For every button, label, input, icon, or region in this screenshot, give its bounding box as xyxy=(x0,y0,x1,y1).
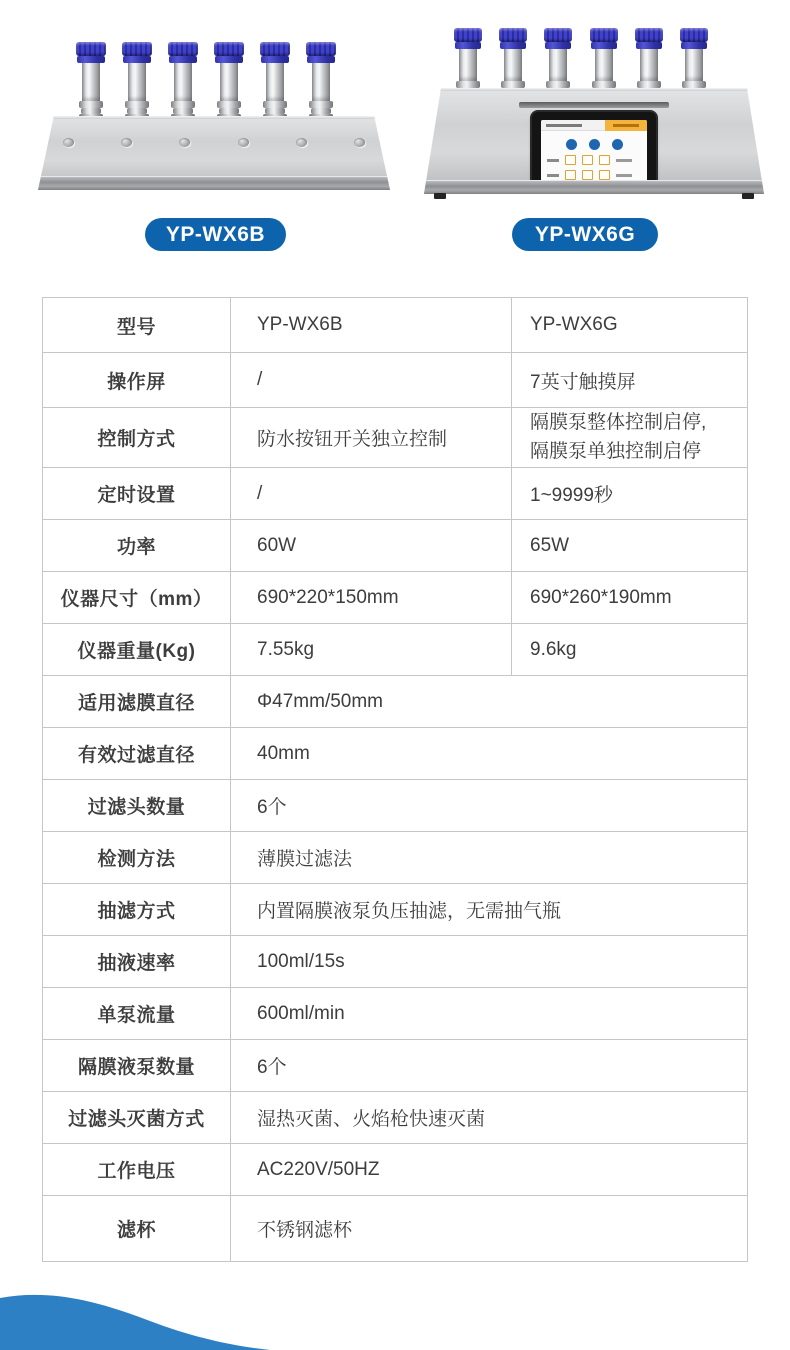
spec-value-wx6g: 7英寸触摸屏 xyxy=(512,353,748,408)
product-hero xyxy=(0,0,790,260)
steel-neck xyxy=(501,81,525,88)
filter-head xyxy=(170,42,196,122)
screen-input-row xyxy=(547,155,647,165)
table-row xyxy=(43,468,748,520)
spec-value-wx6g: 690*260*190mm xyxy=(512,572,748,624)
steel-stem xyxy=(549,49,567,81)
spec-value-merged: 湿热灭菌、火焰枪快速灭菌 xyxy=(231,1092,748,1144)
blue-cap xyxy=(680,28,708,42)
steel-stem xyxy=(459,49,477,81)
table-row xyxy=(43,624,748,676)
spec-label: 适用滤膜直径 xyxy=(43,676,231,728)
steel-stem xyxy=(640,49,658,81)
steel-neck xyxy=(456,81,480,88)
screen-button-icon xyxy=(566,139,577,150)
base-top-highlight xyxy=(438,88,751,91)
spec-value-merged: Φ47mm/50mm xyxy=(231,676,748,728)
table-row xyxy=(43,1040,748,1092)
spec-label: 过滤头数量 xyxy=(43,780,231,832)
spec-value-merged: 6个 xyxy=(231,1040,748,1092)
blue-cap xyxy=(590,28,618,42)
blue-cap xyxy=(499,28,527,42)
spec-comparison-table xyxy=(42,297,748,1262)
spec-label: 仪器重量(Kg) xyxy=(43,624,231,676)
device-base xyxy=(424,88,764,194)
steel-neck xyxy=(125,101,149,108)
spec-value-wx6b: 防水按钮开关独立控制 xyxy=(231,408,512,468)
screen-tab-yellow xyxy=(605,120,647,131)
base-top-highlight xyxy=(52,116,376,119)
device-base xyxy=(38,116,390,190)
screen-field-label xyxy=(547,174,559,177)
filter-heads-row xyxy=(78,42,334,122)
table-row xyxy=(43,936,748,988)
steel-neck xyxy=(637,81,661,88)
steel-stem xyxy=(504,49,522,81)
steel-stem xyxy=(266,63,284,101)
screen-field-box xyxy=(599,170,610,180)
blue-cap xyxy=(215,56,243,63)
spec-value-merged: 内置隔膜液泵负压抽滤，无需抽气瓶 xyxy=(231,884,748,936)
screen-field-label xyxy=(547,159,559,162)
spec-value-wx6g: 65W xyxy=(512,520,748,572)
waterproof-button xyxy=(354,138,365,147)
blue-cap xyxy=(168,42,198,56)
steel-neck xyxy=(682,81,706,88)
blue-cap xyxy=(261,56,289,63)
spec-value-merged: 100ml/15s xyxy=(231,936,748,988)
spec-value-wx6b: 690*220*150mm xyxy=(231,572,512,624)
steel-neck xyxy=(217,101,241,108)
blue-cap xyxy=(591,42,617,49)
waterproof-button xyxy=(121,138,132,147)
filter-head xyxy=(262,42,288,122)
spec-label: 型号 xyxy=(43,298,231,353)
steel-neck xyxy=(546,81,570,88)
filter-head xyxy=(124,42,150,122)
spec-value-wx6g: 隔膜泵整体控制启停, 隔膜泵单独控制启停 xyxy=(512,408,748,468)
waterproof-button xyxy=(296,138,307,147)
blue-cap xyxy=(123,56,151,63)
table-row xyxy=(43,572,748,624)
spec-value-wx6b: 60W xyxy=(231,520,512,572)
spec-value-wx6b: 7.55kg xyxy=(231,624,512,676)
spec-label: 隔膜液泵数量 xyxy=(43,1040,231,1092)
table-row xyxy=(43,353,748,408)
spec-value-merged: AC220V/50HZ xyxy=(231,1144,748,1196)
spec-value-wx6b: YP-WX6B xyxy=(231,298,512,353)
spec-value-merged: 6个 xyxy=(231,780,748,832)
waterproof-button xyxy=(238,138,249,147)
steel-stem xyxy=(595,49,613,81)
table-row xyxy=(43,728,748,780)
spec-label: 抽滤方式 xyxy=(43,884,231,936)
blue-cap xyxy=(635,28,663,42)
screen-field-box xyxy=(565,170,576,180)
steel-stem xyxy=(220,63,238,101)
spec-label: 仪器尺寸（mm） xyxy=(43,572,231,624)
spec-value-wx6g: 9.6kg xyxy=(512,624,748,676)
spec-label: 操作屏 xyxy=(43,353,231,408)
blue-cap xyxy=(214,42,244,56)
screen-field-unit xyxy=(616,159,632,162)
table-row xyxy=(43,520,748,572)
filter-head xyxy=(308,42,334,122)
filter-head xyxy=(216,42,242,122)
steel-neck xyxy=(263,101,287,108)
spec-value-merged: 不锈钢滤杯 xyxy=(231,1196,748,1262)
spec-value-merged: 600ml/min xyxy=(231,988,748,1040)
table-row xyxy=(43,1092,748,1144)
steel-neck xyxy=(79,101,103,108)
spec-label: 检测方法 xyxy=(43,832,231,884)
blue-cap xyxy=(76,42,106,56)
spec-table-body xyxy=(43,298,748,1262)
spec-label: 单泵流量 xyxy=(43,988,231,1040)
waterproof-buttons-row xyxy=(63,138,366,147)
screen-round-buttons xyxy=(541,139,647,150)
blue-cap xyxy=(545,42,571,49)
device-photo-yp-wx6b xyxy=(38,42,390,190)
table-row xyxy=(43,676,748,728)
blue-cap xyxy=(122,42,152,56)
screen-title-area xyxy=(541,120,605,131)
steel-neck xyxy=(309,101,333,108)
screen-button-icon xyxy=(612,139,623,150)
spec-label: 滤杯 xyxy=(43,1196,231,1262)
device-photo-yp-wx6g xyxy=(424,28,764,194)
spec-value-wx6b: / xyxy=(231,353,512,408)
table-row xyxy=(43,408,748,468)
table-row xyxy=(43,780,748,832)
waterproof-button xyxy=(179,138,190,147)
spec-value-wx6g: 1~9999秒 xyxy=(512,468,748,520)
device-foot xyxy=(742,193,754,199)
blue-cap xyxy=(260,42,290,56)
table-row xyxy=(43,832,748,884)
spec-value-merged: 40mm xyxy=(231,728,748,780)
blue-cap xyxy=(455,42,481,49)
filter-head xyxy=(78,42,104,122)
screen-field-box xyxy=(582,170,593,180)
steel-stem xyxy=(82,63,100,101)
spec-label: 功率 xyxy=(43,520,231,572)
touchscreen-display xyxy=(541,120,647,188)
table-row xyxy=(43,1144,748,1196)
steel-stem xyxy=(174,63,192,101)
steel-neck xyxy=(592,81,616,88)
model-badge-yp-wx6g: YP-WX6G xyxy=(512,218,658,251)
device-plinth xyxy=(424,180,764,194)
screen-header-bar xyxy=(541,120,647,131)
steel-stem xyxy=(312,63,330,101)
blue-cap xyxy=(500,42,526,49)
steel-stem xyxy=(685,49,703,81)
screen-button-icon xyxy=(589,139,600,150)
spec-label: 抽液速率 xyxy=(43,936,231,988)
screen-field-unit xyxy=(616,174,632,177)
screen-field-box xyxy=(565,155,576,165)
blue-cap xyxy=(306,42,336,56)
spec-label: 控制方式 xyxy=(43,408,231,468)
blue-cap xyxy=(77,56,105,63)
spec-label: 有效过滤直径 xyxy=(43,728,231,780)
blue-cap xyxy=(454,28,482,42)
blue-cap xyxy=(681,42,707,49)
table-row xyxy=(43,1196,748,1262)
screen-field-box xyxy=(582,155,593,165)
blue-cap xyxy=(169,56,197,63)
spec-value-wx6b: / xyxy=(231,468,512,520)
spec-label: 定时设置 xyxy=(43,468,231,520)
table-row xyxy=(43,884,748,936)
footer-wave-decoration xyxy=(0,1288,270,1350)
blue-cap xyxy=(636,42,662,49)
screen-recess-slot xyxy=(519,102,669,108)
blue-cap xyxy=(544,28,572,42)
steel-neck xyxy=(171,101,195,108)
device-plinth xyxy=(38,176,390,190)
spec-label: 过滤头灭菌方式 xyxy=(43,1092,231,1144)
table-row xyxy=(43,988,748,1040)
spec-value-merged: 薄膜过滤法 xyxy=(231,832,748,884)
steel-stem xyxy=(128,63,146,101)
device-foot xyxy=(434,193,446,199)
waterproof-button xyxy=(63,138,74,147)
model-badge-yp-wx6b: YP-WX6B xyxy=(145,218,286,251)
spec-label: 工作电压 xyxy=(43,1144,231,1196)
spec-value-wx6g: YP-WX6G xyxy=(512,298,748,353)
screen-field-box xyxy=(599,155,610,165)
screen-input-row xyxy=(547,170,647,180)
table-row xyxy=(43,298,748,353)
blue-cap xyxy=(307,56,335,63)
